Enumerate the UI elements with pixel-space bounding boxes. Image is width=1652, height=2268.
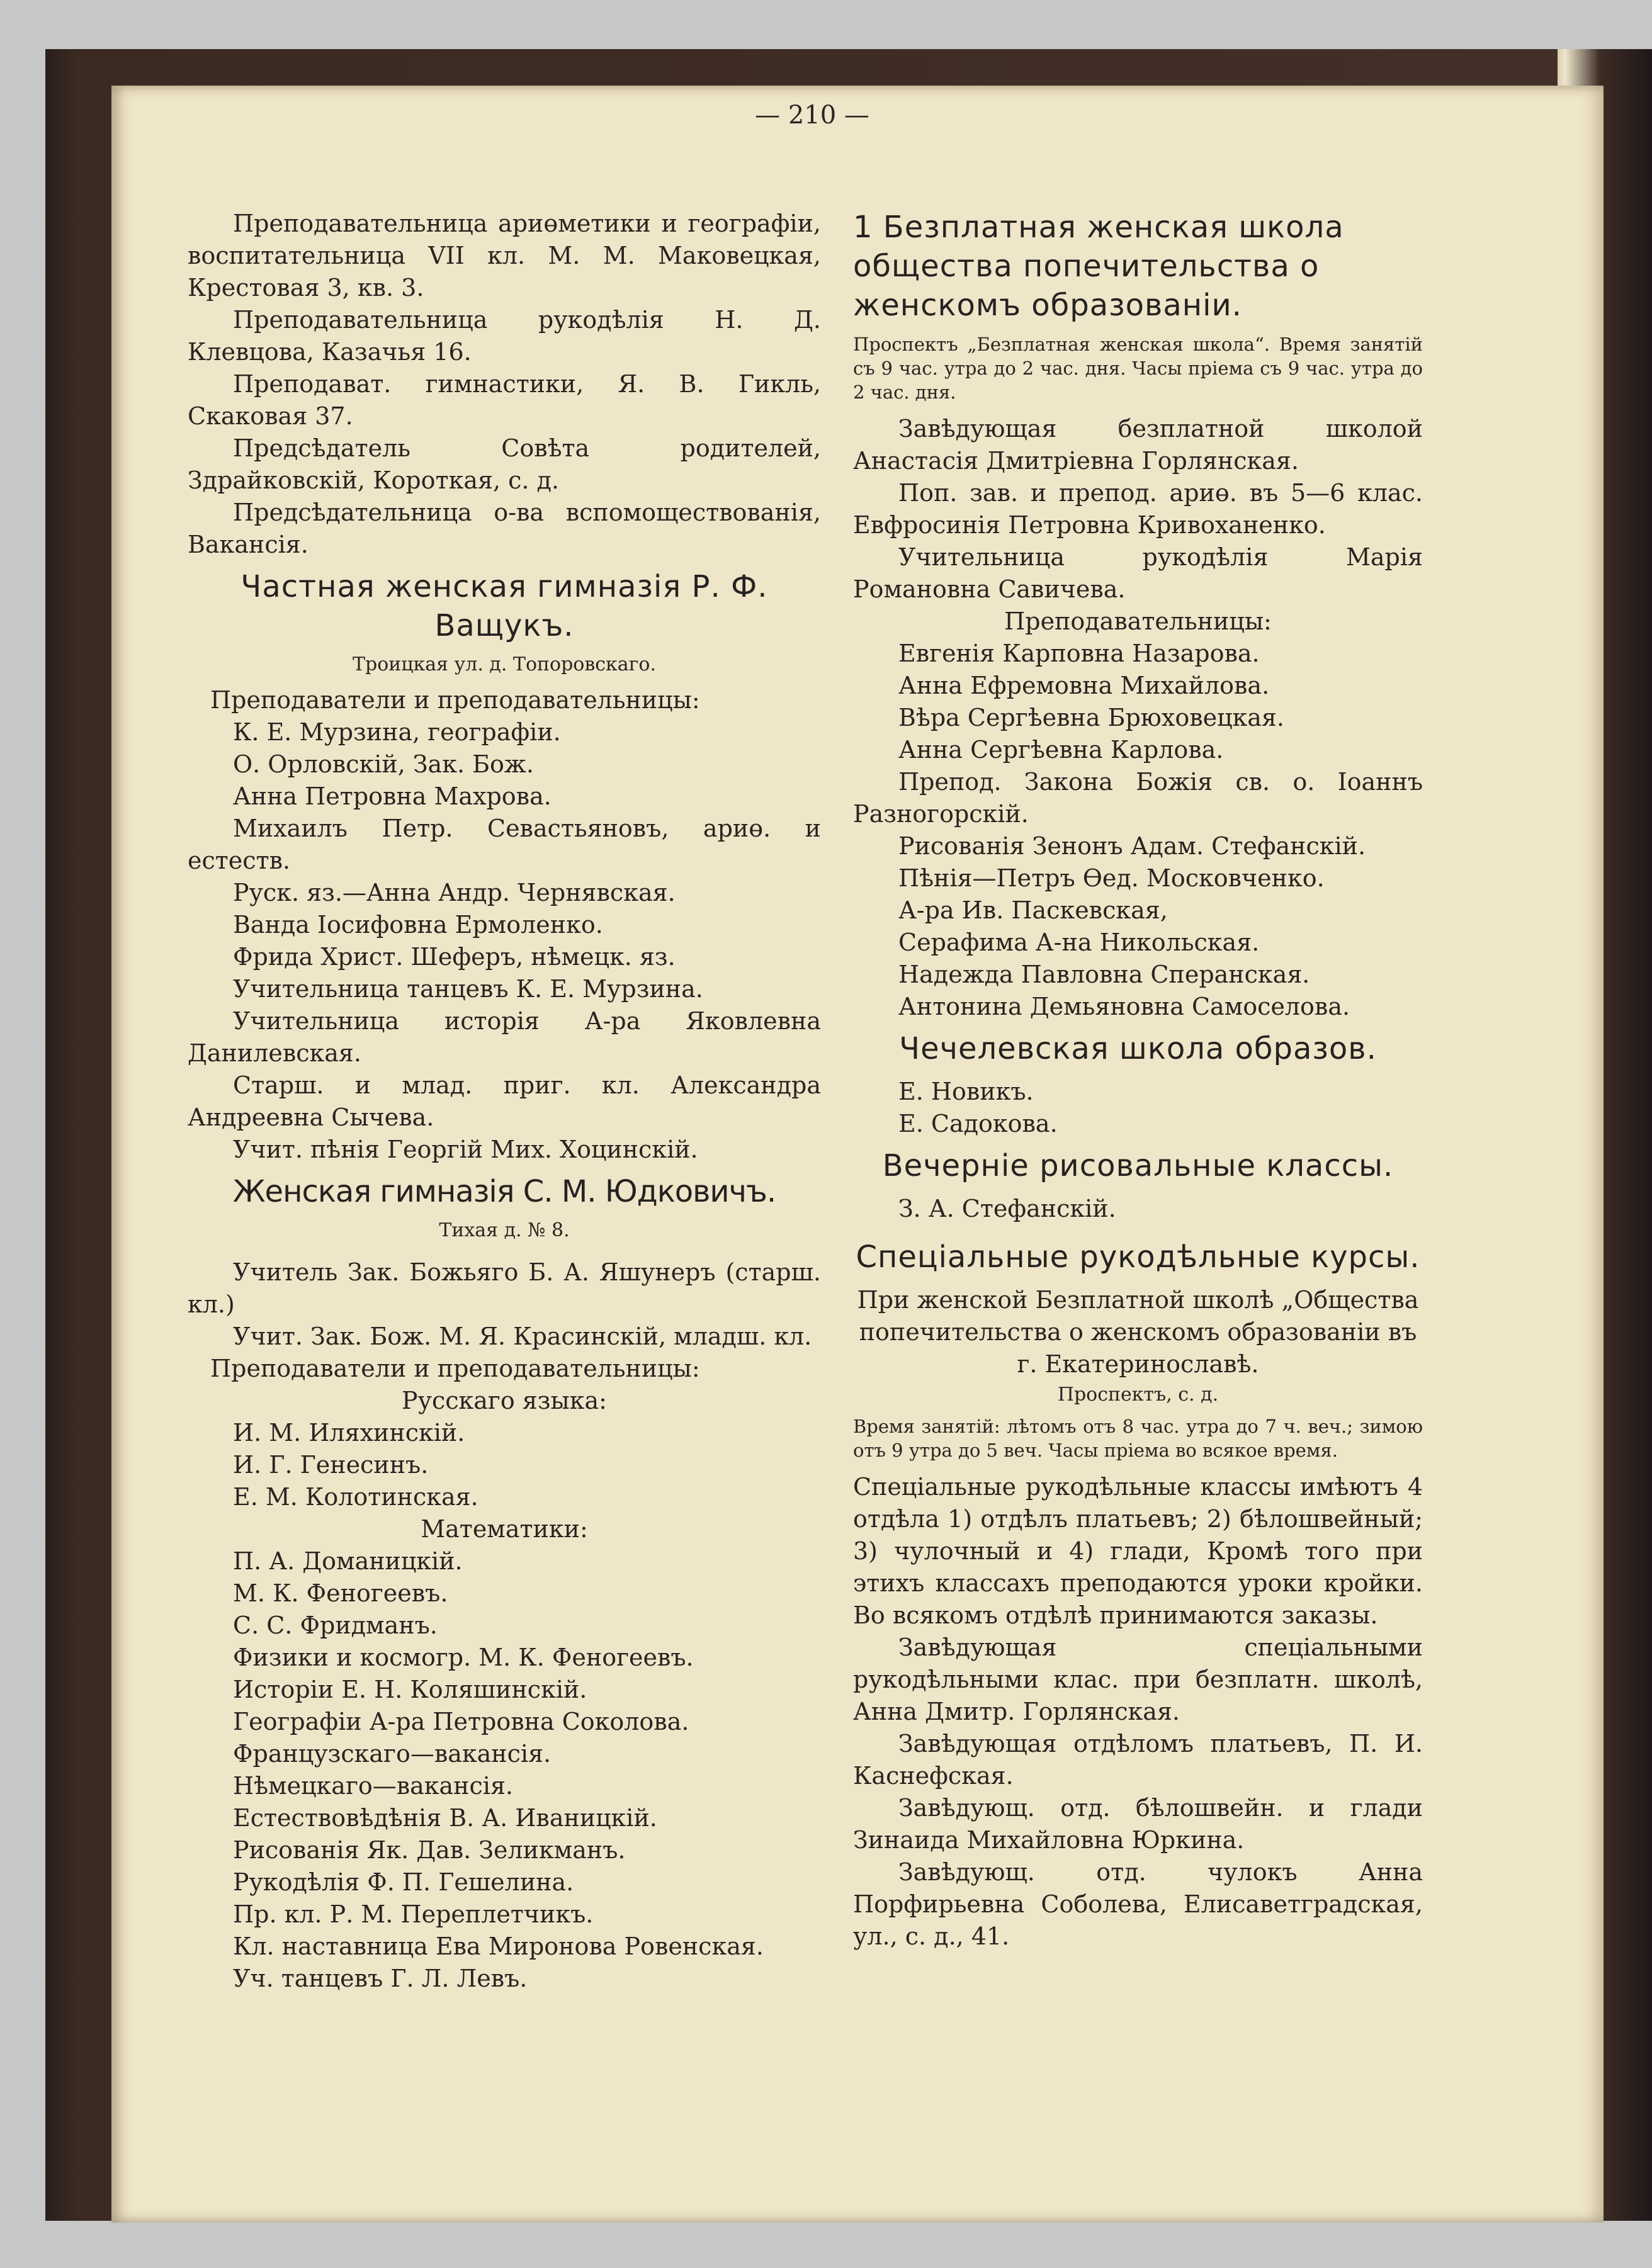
list-item: Анна Ефремовна Михайлова. bbox=[898, 672, 1270, 699]
list-item: Учит. пѣнія Георгій Мих. Хоцинскій. bbox=[233, 1136, 698, 1163]
list-item: Евгенія Карповна Назарова. bbox=[898, 640, 1260, 667]
list-item: Учительница танцевъ К. Е. Мурзина. bbox=[233, 975, 703, 1003]
paragraph: Преподавательница ариөметики и географіи, воспитательница VII кл. М. М. Маковецкая, Крестовая 3, кв. 3. bbox=[188, 210, 821, 302]
list-item: Физики и космогр. М. К. Феногеевъ. bbox=[233, 1644, 694, 1671]
paragraph: Учит. Зак. Бож. М. Я. Красинскій, младш. кл. bbox=[233, 1323, 812, 1350]
list-item: Географіи А-ра Петровна Соколова. bbox=[233, 1708, 689, 1735]
list-item: Надежда Павловна Сперанская. bbox=[898, 961, 1310, 988]
section-info: Время занятій: лѣтомъ отъ 8 час. утра до 7 ч. веч.; зимою отъ 9 утра до 5 веч. Часы пріема во всякое время. bbox=[853, 1416, 1423, 1461]
paragraph: Спеціальные рукодѣльные классы имѣютъ 4 отдѣла 1) отдѣлъ платьевъ; 2) бѣлошвейный; 3) чулочный и 4) глади, Кромѣ того при этихъ классахъ преподаются уроки кройки. Во всякомъ отдѣлѣ принимаются заказы. bbox=[853, 1473, 1423, 1629]
list-item: И. М. Иляхинскій. bbox=[233, 1419, 465, 1447]
list-item: Серафима А-на Никольская. bbox=[898, 928, 1260, 956]
paragraph: Предсѣдатель Совѣта родителей, Здрайковскій, Короткая, с. д. bbox=[188, 434, 821, 494]
paragraph: Предсѣдательница о-ва вспомоществованія, Вакансія. bbox=[188, 499, 821, 558]
list-item: Е. Новикъ. bbox=[898, 1078, 1034, 1105]
paragraph: Учитель Зак. Божьяго Б. А. Яшунеръ (старш. кл.) bbox=[188, 1258, 821, 1318]
paragraph: Учительница рукодѣлія Марія Романовна Савичева. bbox=[853, 543, 1423, 603]
paragraph: Завѣдующая отдѣломъ платьевъ, П. И. Каснефская. bbox=[853, 1730, 1423, 1790]
list-item: Естествовѣдѣнія В. А. Иваницкій. bbox=[233, 1804, 657, 1832]
subject-heading: Математики: bbox=[421, 1515, 588, 1543]
section-heading: Спеціальные рукодѣльные курсы. bbox=[856, 1239, 1420, 1275]
list-item: Исторіи Е. Н. Коляшинскій. bbox=[233, 1676, 587, 1703]
paragraph: Михаилъ Петр. Севастьяновъ, ариө. и естеств. bbox=[188, 815, 821, 874]
list-item: С. С. Фридманъ. bbox=[233, 1611, 438, 1639]
list-item: Пр. кл. Р. М. Переплетчикъ. bbox=[233, 1900, 594, 1928]
paragraph: Завѣдующ. отд. бѣлошвейн. и глади Зинаида Михайловна Юркина. bbox=[853, 1794, 1423, 1854]
section-heading: Вечерніе рисовальные классы. bbox=[882, 1148, 1394, 1183]
paragraph: Преподават. гимнастики, Я. В. Гикль, Скаковая 37. bbox=[188, 370, 821, 430]
staff-heading: Преподавательницы: bbox=[1004, 607, 1272, 635]
section-heading: 1 Безплатная женская школа общества попечительства о женскомъ образованіи. bbox=[853, 210, 1344, 323]
section-address: Проспектъ, с. д. bbox=[1057, 1384, 1219, 1406]
list-item: Вѣра Сергѣевна Брюховецкая. bbox=[898, 704, 1284, 731]
staff-heading: Преподаватели и преподавательницы: bbox=[210, 686, 700, 714]
section-heading: Женская гимназія С. М. Юдковичъ. bbox=[232, 1174, 776, 1209]
page-number: — 210 — bbox=[755, 101, 869, 130]
list-item: Уч. танцевъ Г. Л. Левъ. bbox=[233, 1965, 528, 1992]
section-heading: Чечелевская школа образов. bbox=[899, 1031, 1377, 1066]
paragraph: Поп. зав. и препод. ариө. въ 5—6 клас. Евфросинія Петровна Кривоханенко. bbox=[853, 479, 1423, 539]
list-item: Ванда Іосифовна Ермоленко. bbox=[233, 911, 603, 939]
paragraph: Завѣдующая спеціальными рукодѣльными клас. при безплатн. школѣ, Анна Дмитр. Горлянская. bbox=[853, 1633, 1423, 1725]
list-item: Антонина Демьяновна Самоселова. bbox=[898, 993, 1350, 1020]
paragraph: Завѣдующ. отд. чулокъ Анна Порфирьевна Соболева, Елисаветградская, ул., с. д., 41. bbox=[853, 1858, 1423, 1950]
right-column bbox=[853, 208, 1423, 1953]
paragraph: Препод. Закона Божія св. о. Іоаннъ Разногорскій. bbox=[853, 768, 1423, 828]
list-item: Нѣмецкаго—вакансія. bbox=[233, 1772, 513, 1800]
section-heading: Частная женская гимназія Р. Ф. Ващукъ. bbox=[240, 569, 768, 643]
paragraph: Учительница исторія А-ра Яковлевна Данилевская. bbox=[188, 1007, 821, 1067]
paragraph: Кл. наставница Ева Миронова Ровенская. bbox=[233, 1932, 764, 1960]
list-item: Французскаго—вакансія. bbox=[233, 1740, 552, 1768]
list-item: Фрида Христ. Шеферъ, нѣмецк. яз. bbox=[233, 943, 676, 971]
section-subtitle: При женской Безплатной школѣ „Общества попечительства о женскомъ образованіи въ г. Екатеринославѣ. bbox=[857, 1286, 1419, 1378]
staff-heading: Преподаватели и преподавательницы: bbox=[210, 1355, 700, 1382]
paragraph: Преподавательница рукодѣлія Н. Д. Клевцова, Казачья 16. bbox=[188, 306, 821, 366]
list-item: Рисованія Як. Дав. Зеликманъ. bbox=[233, 1836, 626, 1864]
paragraph: Завѣдующая безплатной школой Анастасія Дмитріевна Горлянская. bbox=[853, 415, 1423, 475]
list-item: Е. Садокова. bbox=[898, 1110, 1058, 1137]
paragraph: Старш. и млад. приг. кл. Александра Андреевна Сычева. bbox=[188, 1071, 821, 1131]
list-item: Анна Петровна Махрова. bbox=[233, 782, 552, 810]
list-item: Е. М. Колотинская. bbox=[233, 1483, 478, 1511]
list-item: И. Г. Генесинъ. bbox=[233, 1451, 429, 1479]
section-info: Проспектъ „Безплатная женская школа“. Время занятій съ 9 час. утра до 2 час. дня. Часы пріема съ 9 час. утра до 2 час. дня. bbox=[853, 334, 1423, 403]
list-item: Анна Сергѣевна Карлова. bbox=[898, 736, 1224, 764]
list-item: А-ра Ив. Паскевская, bbox=[898, 896, 1168, 924]
list-item: З. А. Стефанскій. bbox=[898, 1195, 1116, 1222]
list-item: О. Орловскій, Зак. Бож. bbox=[233, 750, 534, 778]
section-address: Троицкая ул. д. Топоровскаго. bbox=[352, 653, 657, 675]
list-item: М. К. Феногеевъ. bbox=[233, 1579, 448, 1607]
left-column bbox=[188, 208, 821, 1995]
list-item: Пѣнія—Петръ Өед. Московченко. bbox=[898, 864, 1325, 892]
section-address: Тихая д. № 8. bbox=[439, 1219, 570, 1241]
list-item: Руск. яз.—Анна Андр. Чернявская. bbox=[233, 879, 676, 906]
list-item: К. Е. Мурзина, географіи. bbox=[233, 718, 561, 746]
list-item: Рукодѣлія Ф. П. Гешелина. bbox=[233, 1868, 574, 1896]
list-item: Рисованія Зенонъ Адам. Стефанскій. bbox=[898, 832, 1366, 860]
list-item: П. А. Доманицкій. bbox=[233, 1547, 463, 1575]
subject-heading: Русскаго языка: bbox=[402, 1387, 607, 1414]
